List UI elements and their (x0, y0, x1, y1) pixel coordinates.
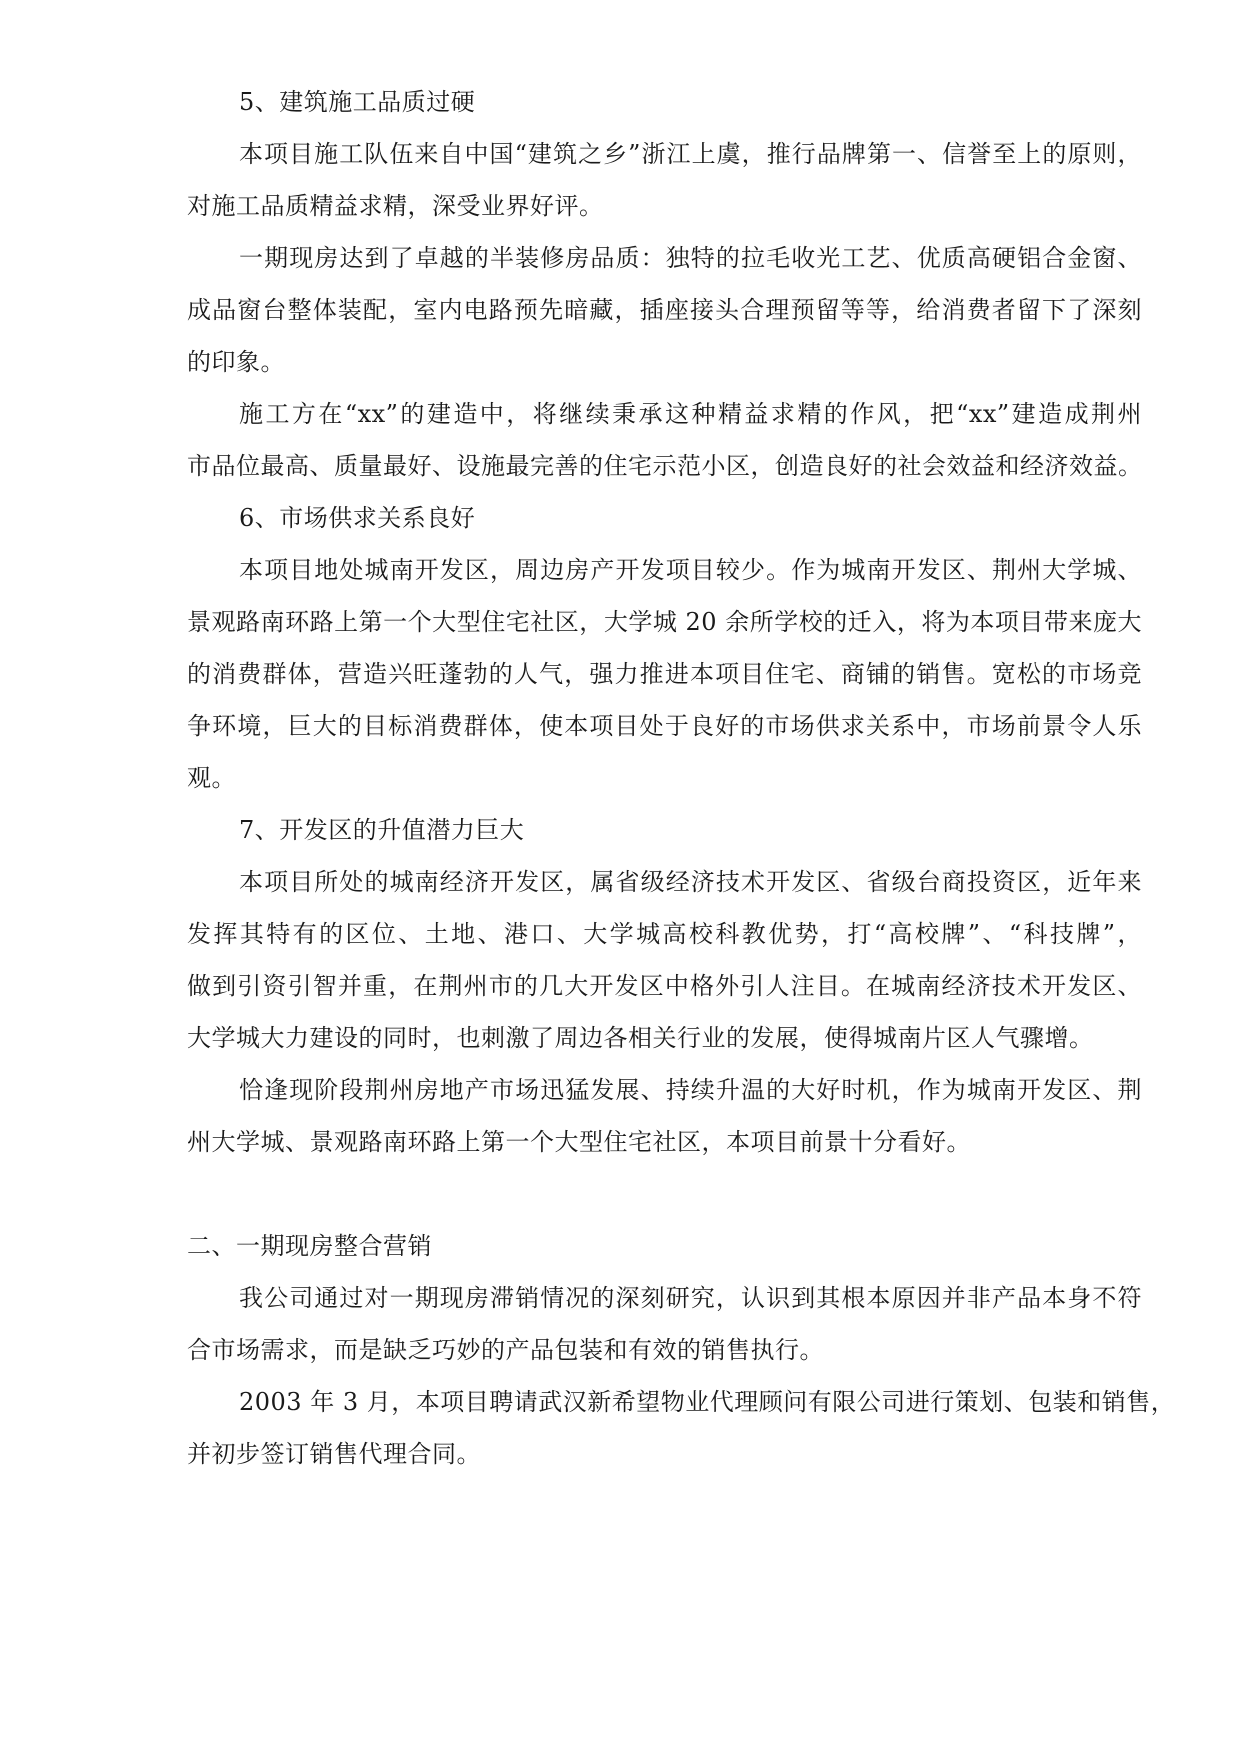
paragraph-line: 并初步签订销售代理合同。 (187, 1440, 481, 1468)
blank-line (187, 1168, 1142, 1220)
heading-construction-quality: 5、建筑施工品质过硬 (239, 88, 476, 116)
paragraph-line: 景观路南环路上第一个大型住宅社区，大学城 20 余所学校的迁入，将为本项目带来庞大 (187, 608, 1142, 636)
paragraph-line: 合市场需求，而是缺乏巧妙的产品包装和有效的销售执行。 (187, 1336, 824, 1364)
paragraph-line: 施工方在“xx”的建造中，将继续秉承这种精益求精的作风，把“xx”建造成荆州 (239, 400, 1142, 428)
paragraph-line: 发挥其特有的区位、土地、港口、大学城高校科教优势，打“高校牌”、“科技牌”， (187, 920, 1142, 948)
paragraph-line: 本项目施工队伍来自中国“建筑之乡”浙江上虞，推行品牌第一、信誉至上的原则， (239, 140, 1142, 168)
section-heading-integrated-marketing: 二、一期现房整合营销 (187, 1232, 432, 1260)
paragraph-line: 争环境，巨大的目标消费群体，使本项目处于良好的市场供求关系中，市场前景令人乐 (187, 712, 1142, 740)
paragraph-line: 的消费群体，营造兴旺蓬勃的人气，强力推进本项目住宅、商铺的销售。宽松的市场竞 (187, 660, 1142, 688)
paragraph-line: 本项目所处的城南经济开发区，属省级经济技术开发区、省级台商投资区，近年来 (239, 868, 1142, 896)
paragraph-line: 做到引资引智并重，在荆州市的几大开发区中格外引人注目。在城南经济技术开发区、 (187, 972, 1142, 1000)
paragraph-line: 恰逢现阶段荆州房地产市场迅猛发展、持续升温的大好时机，作为城南开发区、荆 (239, 1076, 1142, 1104)
heading-development-potential: 7、开发区的升值潜力巨大 (239, 816, 525, 844)
heading-market-supply-demand: 6、市场供求关系良好 (239, 504, 476, 532)
paragraph-line: 对施工品质精益求精，深受业界好评。 (187, 192, 604, 220)
paragraph-line: 本项目地处城南开发区，周边房产开发项目较少。作为城南开发区、荆州大学城、 (239, 556, 1142, 584)
paragraph-line: 2003 年 3 月，本项目聘请武汉新希望物业代理顾问有限公司进行策划、包装和销售， (239, 1388, 1176, 1416)
paragraph-line: 市品位最高、质量最好、设施最完善的住宅示范小区，创造良好的社会效益和经济效益。 (187, 452, 1143, 480)
paragraph-line: 观。 (187, 764, 236, 792)
paragraph-line: 我公司通过对一期现房滞销情况的深刻研究，认识到其根本原因并非产品本身不符 (239, 1284, 1142, 1312)
paragraph-line: 成品窗台整体装配，室内电路预先暗藏，插座接头合理预留等等，给消费者留下了深刻 (187, 296, 1142, 324)
document-page (187, 76, 1176, 1480)
paragraph-line: 一期现房达到了卓越的半装修房品质：独特的拉毛收光工艺、优质高硬铝合金窗、 (239, 244, 1142, 272)
paragraph-line: 州大学城、景观路南环路上第一个大型住宅社区，本项目前景十分看好。 (187, 1128, 971, 1156)
paragraph-line: 大学城大力建设的同时，也刺激了周边各相关行业的发展，使得城南片区人气骤增。 (187, 1024, 1094, 1052)
paragraph-line: 的印象。 (187, 348, 285, 376)
